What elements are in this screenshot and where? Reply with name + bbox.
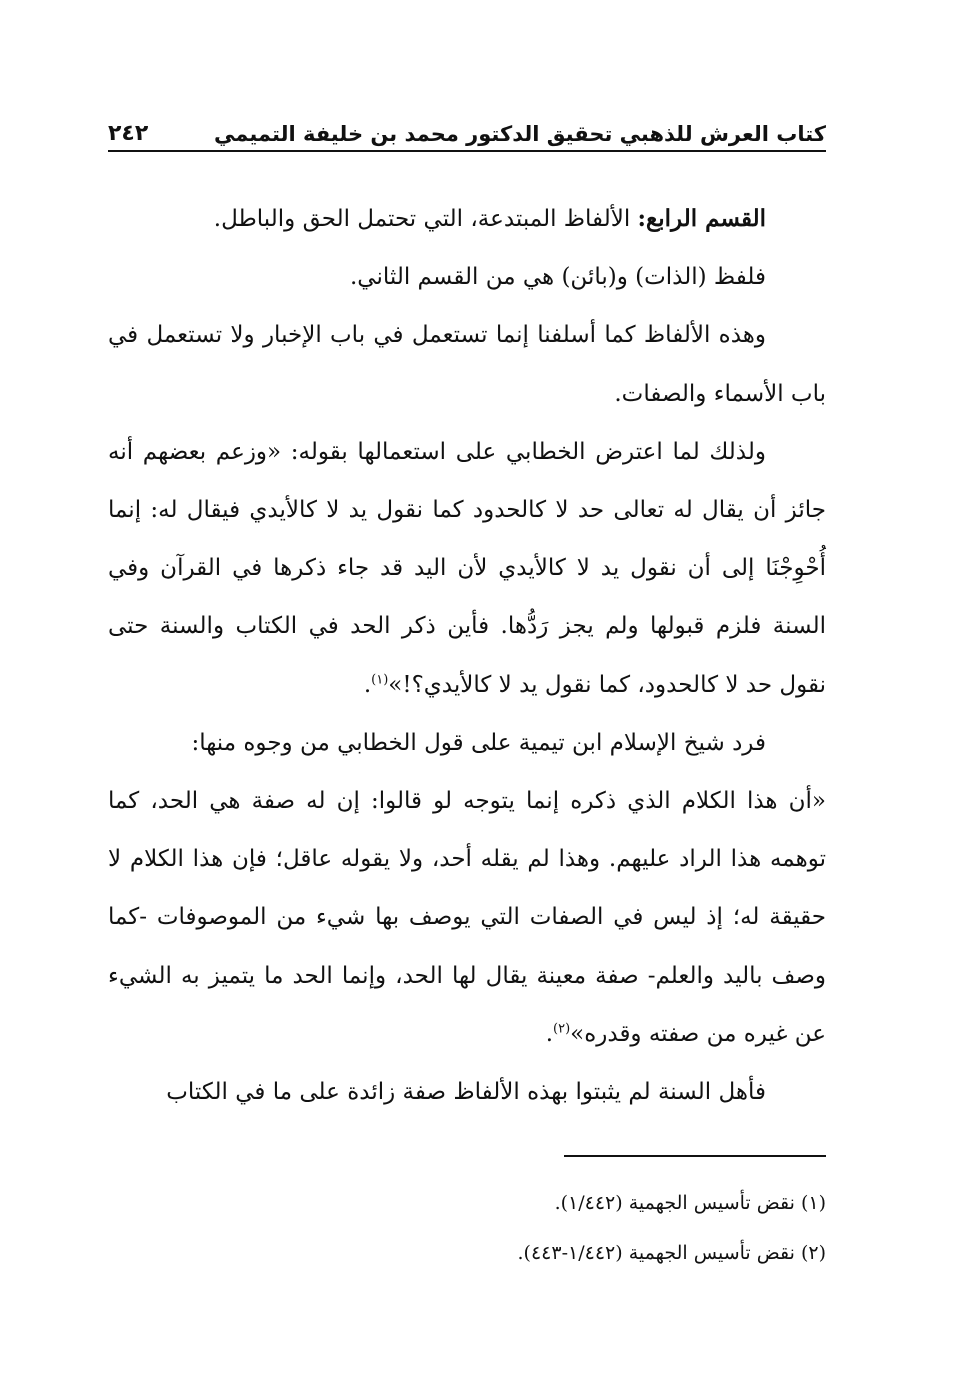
paragraph-1 <box>108 190 826 248</box>
quote-ibn-taymiyyah: «أن هذا الكلام الذي ذكره إنما يتوجه لو قالوا: إن له صفة هي الحد، كما توهمه هذا الراد عليهم. وهذا لم يقله أحد، ولا يقوله عاقل؛ فإن هذا الكلام لا حقيقة له؛ إذ ليس في الصفات التي يوصف بها شيء من الموصوفات -كما وصف باليد والعلم- صفة معينة يقال لها الحد، وإنما الحد ما يتميز به الشيء عن غيره من صفته وقدره» <box>108 788 826 1047</box>
paragraph-3: وهذه الألفاظ كما أسلفنا إنما تستعمل في باب الإخبار ولا تستعمل في باب الأسماء والصفات. <box>108 322 826 407</box>
paragraph-2: فلفظ (الذات) و(بائن) هي من القسم الثاني. <box>350 264 766 291</box>
paragraph-7: فأهل السنة لم يثبتوا بهذه الألفاظ صفة زائدة على ما في الكتاب <box>166 1079 766 1106</box>
paragraph-5: فرد شيخ الإسلام ابن تيمية على قول الخطابي من وجوه منها: <box>191 729 766 756</box>
header-rule <box>108 150 826 152</box>
header-title: كتاب العرش للذهبي تحقيق الدكتور محمد بن خليفة التميمي <box>214 122 826 146</box>
footnote-ref-2: (٢) <box>553 1021 571 1037</box>
footnote-2: (٢) نقض تأسيس الجهمية (١/٤٤٢-٤٤٣). <box>517 1242 826 1264</box>
paragraph-6 <box>108 772 826 1063</box>
section-heading: القسم الرابع: <box>637 205 766 232</box>
page-number: ٢٤٢ <box>108 121 149 146</box>
footnotes <box>108 1178 826 1278</box>
main-text <box>108 190 826 1121</box>
paragraph-4-end: . <box>363 671 372 698</box>
quote-khattabi: ولذلك لما اعترض الخطابي على استعمالها بقوله: «وزعم بعضهم أنه جائز أن يقال له تعالى حد لا كالحدود كما نقول يد لا كالأيدي فيقال له: إنما أُحْوِجْنَا إلى أن نقول يد لا كالأيدي لأن اليد قد جاء ذكرها في القرآن وفي السنة فلزم قبولها ولم يجز رَدُّها. فأين ذكر الحد في الكتاب والسنة حتى نقول حد لا كالحدود، كما نقول يد لا كالأيدي؟!» <box>108 438 826 698</box>
running-header <box>108 106 826 146</box>
footnote-rule <box>564 1155 826 1157</box>
footnote-ref-1: (١) <box>371 671 389 687</box>
paragraph-1-text: الألفاظ المبتدعة، التي تحتمل الحق والباطل. <box>213 206 638 232</box>
paragraph-4 <box>108 423 826 714</box>
footnote-1: (١) نقض تأسيس الجهمية (١/٤٤٢). <box>554 1192 826 1214</box>
paragraph-6-end: . <box>545 1020 553 1047</box>
